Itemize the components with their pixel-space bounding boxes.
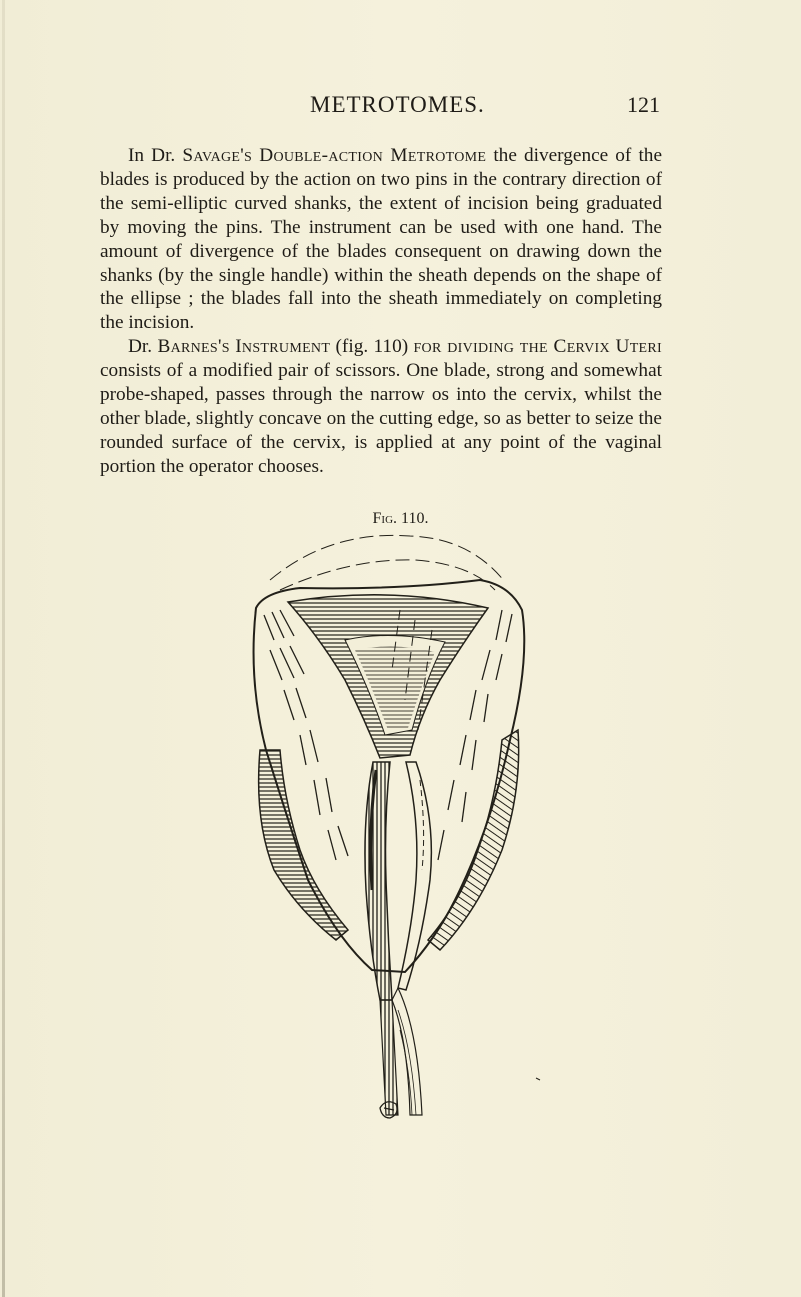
paragraph-intro: Dr. [128,336,158,358]
instrument-name: Double-action Metrotome [259,145,487,166]
author-name: Barnes's [157,336,230,358]
paragraph-body: consists of a modified pair of scissors. One blade, strong and somewhat probe-shaped, passes through the narrow os into the cervix, whilst the other blade, slightly concave on the cutting edge, so as better to seize the rounded surface of the cervix, is applied at any point of the vaginal portion the operator chooses. [100,360,662,477]
figure-illustration [240,530,545,1130]
author-name: Savage's [182,145,253,166]
paragraph-barnes [100,335,662,478]
figure-caption: Fig. 110. [372,510,429,527]
paragraph-body: the divergence of the blades is produced by the action on two pins in the contrary direction of the semi-elliptic curved shanks, the extent of incision being graduated by moving the pins. The instrument can be used with one hand. The amount of divergence of the blades consequent on drawing down the shanks (by the single handle) within the sheath depends on the shape of the ellipse ; the blades fall into the sheath immediately on completing the incision. [100,145,662,334]
page-number: 121 [627,92,660,117]
left-cervix-wall [259,750,348,940]
instrument-name: Instrument [235,336,331,358]
figure-reference: (fig. 110) [330,336,414,358]
paragraph-intro: In Dr. [128,145,183,166]
page-header [100,92,660,122]
instrument-purpose: for dividing the Cervix Uteri [413,336,663,358]
paragraph-savage [100,144,662,335]
uterus-scissors-engraving [240,530,545,1130]
scissors-probe-blade [365,762,392,1000]
scissors-concave-blade [398,762,431,990]
scissors-shank-left [380,1000,398,1115]
running-title: METROTOMES. [310,92,485,117]
page-spine-shadow [2,0,5,1297]
body-text [100,144,662,479]
